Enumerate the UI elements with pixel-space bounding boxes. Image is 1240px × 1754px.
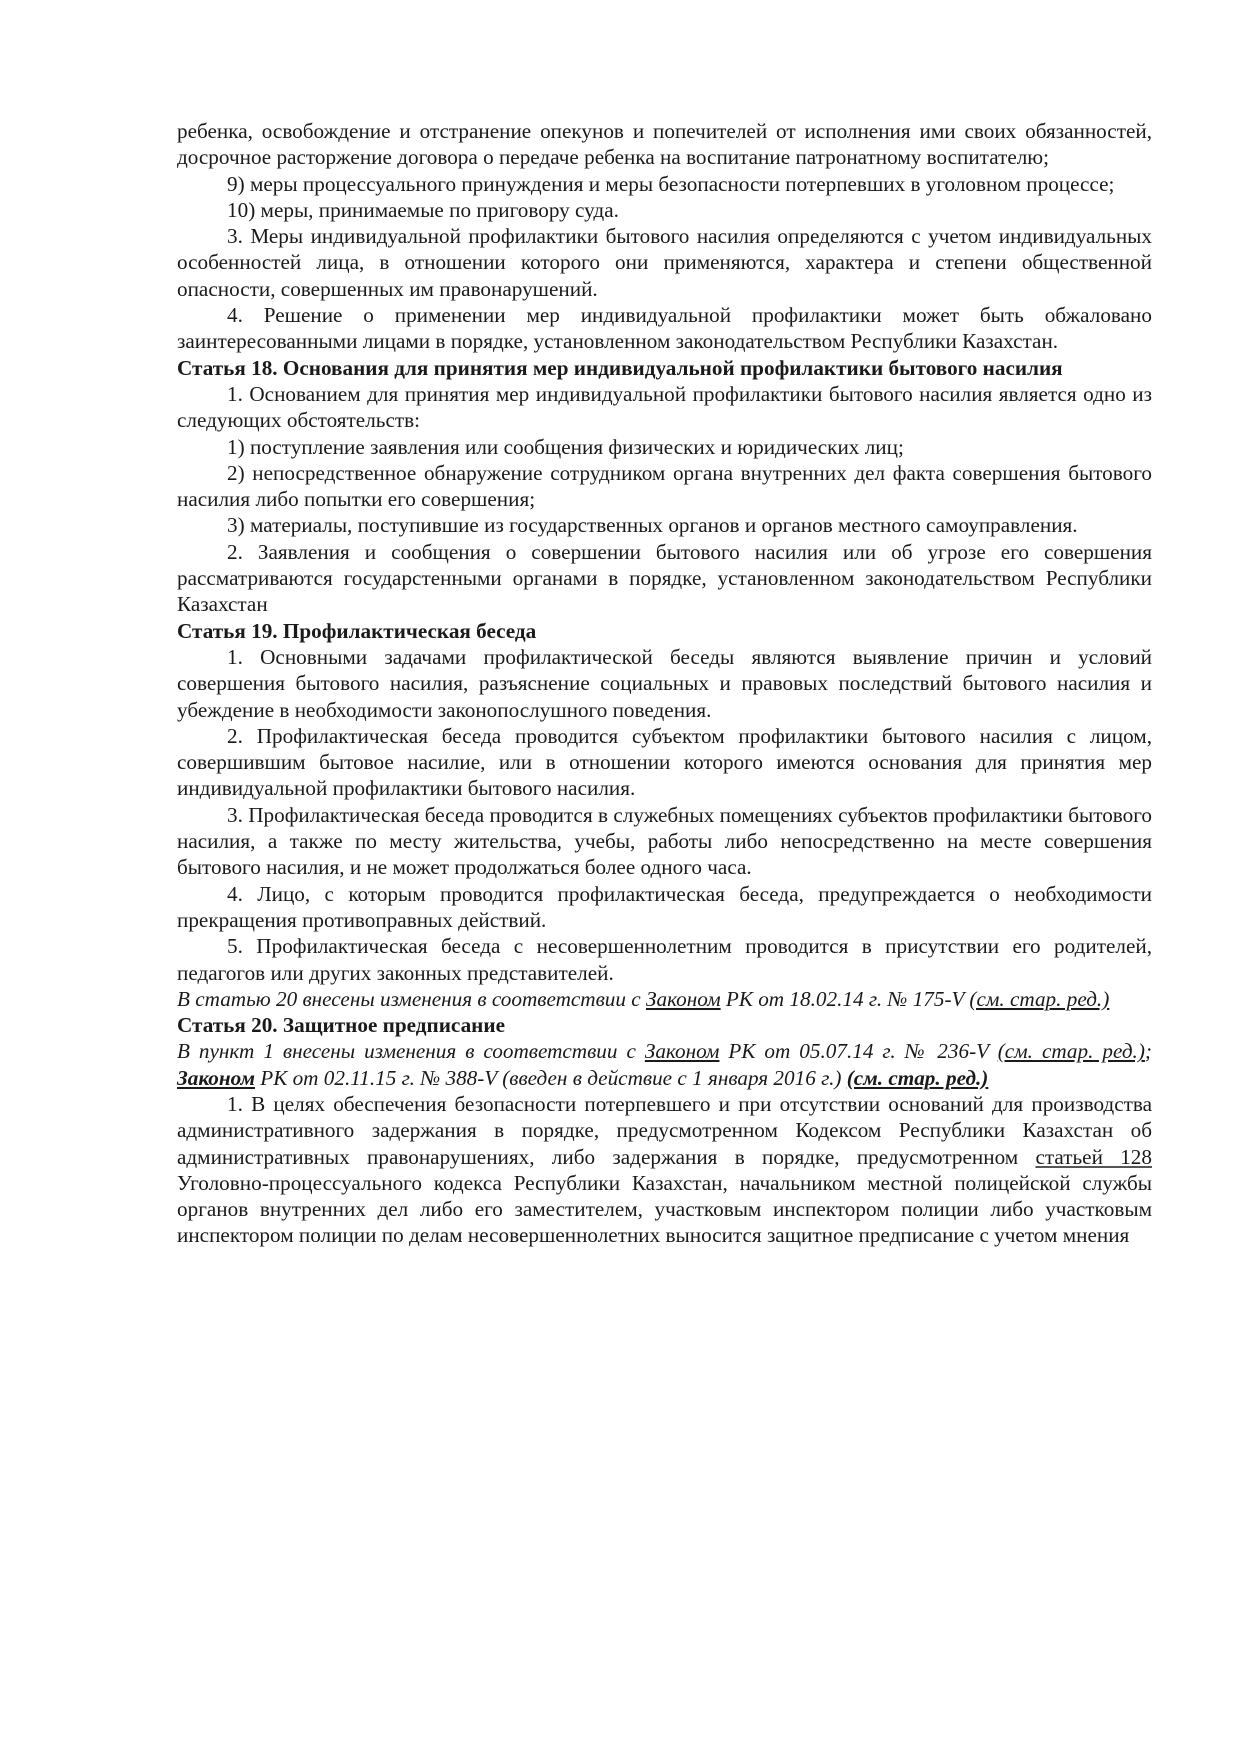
- law-link[interactable]: Законом: [645, 986, 721, 1011]
- article-18-paragraph-2: 2. Заявления и сообщения о совершении бытового насилия или об угрозе его совершения рассматриваются государстенными органами в порядке, установленном законодательством Республики Казахстан: [177, 539, 1152, 617]
- article-19-paragraph-5: 5. Профилактическая беседа с несовершеннолетним проводится в присутствии его родителей, педагогов или других законных представителей.: [177, 934, 1152, 985]
- law-link[interactable]: Законом: [644, 1039, 720, 1064]
- paragraph-3: 3. Меры индивидуальной профилактики бытового насилия определяются с учетом индивидуальных особенностей лица, в отношении которого они применяются, характера и степени общественной опасности, совершенных им правонарушений.: [177, 224, 1152, 301]
- article-18-paragraph-1: 1. Основанием для принятия мер индивидуальной профилактики бытового насилия является одно из следующих обстоятельств:: [177, 381, 1152, 433]
- article-19-paragraph-4: 4. Лицо, с которым проводится профилактическая беседа, предупреждается о необходимости прекращения противоправных действий.: [177, 881, 1152, 932]
- article-128-link[interactable]: статьей 128: [1035, 1144, 1152, 1169]
- list-item-9: 9) меры процессуального принуждения и меры безопасности потерпевших в уголовном процессе;: [227, 171, 1115, 196]
- old-edition-link-bold[interactable]: (см. стар. ред.): [846, 1065, 989, 1090]
- paragraph-text: 1. В целях обеспечения безопасности потерпевшего и при отсутствии оснований для производства административного задержания в порядке, предусмотренном Кодексом Республики Казахстан об административных правонарушениях, либо задержания в порядке, предусмотренном: [177, 1091, 1152, 1169]
- note-separator: ;: [1144, 1039, 1152, 1064]
- document-page: [177, 118, 1152, 1249]
- paragraph-4: 4. Решение о применении мер индивидуальной профилактики может быть обжаловано заинтересованными лицами в порядке, установленном законодательством Республики Казахстан.: [177, 303, 1152, 354]
- old-edition-link[interactable]: (см. стар. ред.): [997, 1039, 1145, 1064]
- article-18-item-2: 2) непосредственное обнаружение сотрудником органа внутренних дел факта совершения бытового насилия либо попытки его совершения;: [177, 460, 1152, 512]
- article-19-paragraph-2: 2. Профилактическая беседа проводится субъектом профилактики бытового насилия с лицом, совершившим бытовое насилие, или в отношении которого имеются основания для принятия мер индивидуальной профилактики бытового насилия.: [177, 723, 1152, 801]
- article-20-heading: Статья 20. Защитное предписание: [177, 1013, 505, 1038]
- article-20-paragraph-1: [177, 1091, 1152, 1249]
- article-18-item-1: 1) поступление заявления или сообщения физических и юридических лиц;: [227, 434, 904, 459]
- note-text: РК от 02.11.15 г. № 388-V (введен в действие с 1 января 2016 г.): [254, 1065, 847, 1090]
- note-text: В пункт 1 внесены изменения в соответствии с: [177, 1039, 645, 1064]
- note-text: РК от 05.07.14 г. № 236-V: [719, 1039, 998, 1064]
- article-19-paragraph-1: 1. Основными задачами профилактической беседы являются выявление причин и условий совершения бытового насилия, разъяснение социальных и правовых последствий бытового насилия и убеждение в необходимости законопослушного поведения.: [177, 644, 1152, 722]
- article-20-point-1-amendment-note: [177, 1038, 1152, 1091]
- article-19-paragraph-3: 3. Профилактическая беседа проводится в служебных помещениях субъектов профилактики бытового насилия, а также по месту жительства, учебы, работы либо непосредственно на месте совершения бытового насилия, и не может продолжаться более одного часа.: [177, 802, 1152, 880]
- note-text: В статью 20 внесены изменения в соответствии с: [177, 986, 646, 1011]
- article-20-amendment-note: [177, 986, 1152, 1012]
- article-18-item-3: 3) материалы, поступившие из государственных органов и органов местного самоуправления.: [227, 513, 1078, 538]
- paragraph-text: Уголовно-процессуального кодекса Республики Казахстан, начальником местной полицейской службы органов внутренних дел либо его заместителем, участковым инспектором полиции либо участковым инспектором полиции по делам несовершеннолетних выносится защитное предписание с учетом мнения: [177, 1170, 1152, 1248]
- note-text: РК от 18.02.14 г. № 175-V: [720, 986, 970, 1011]
- article-18-heading: Статья 18. Основания для принятия мер индивидуальной профилактики бытового насилия: [177, 355, 1063, 380]
- continuation-paragraph: ребенка, освобождение и отстранение опекунов и попечителей от исполнения ими своих обязанностей, досрочное расторжение договора о передаче ребенка на воспитание патронатному воспитателю;: [177, 119, 1152, 170]
- old-edition-link[interactable]: (см. стар. ред.): [969, 986, 1110, 1011]
- law-link-bold[interactable]: Законом: [177, 1065, 255, 1090]
- list-item-10: 10) меры, принимаемые по приговору суда.: [227, 197, 619, 222]
- article-19-heading: Статья 19. Профилактическая беседа: [177, 618, 537, 643]
